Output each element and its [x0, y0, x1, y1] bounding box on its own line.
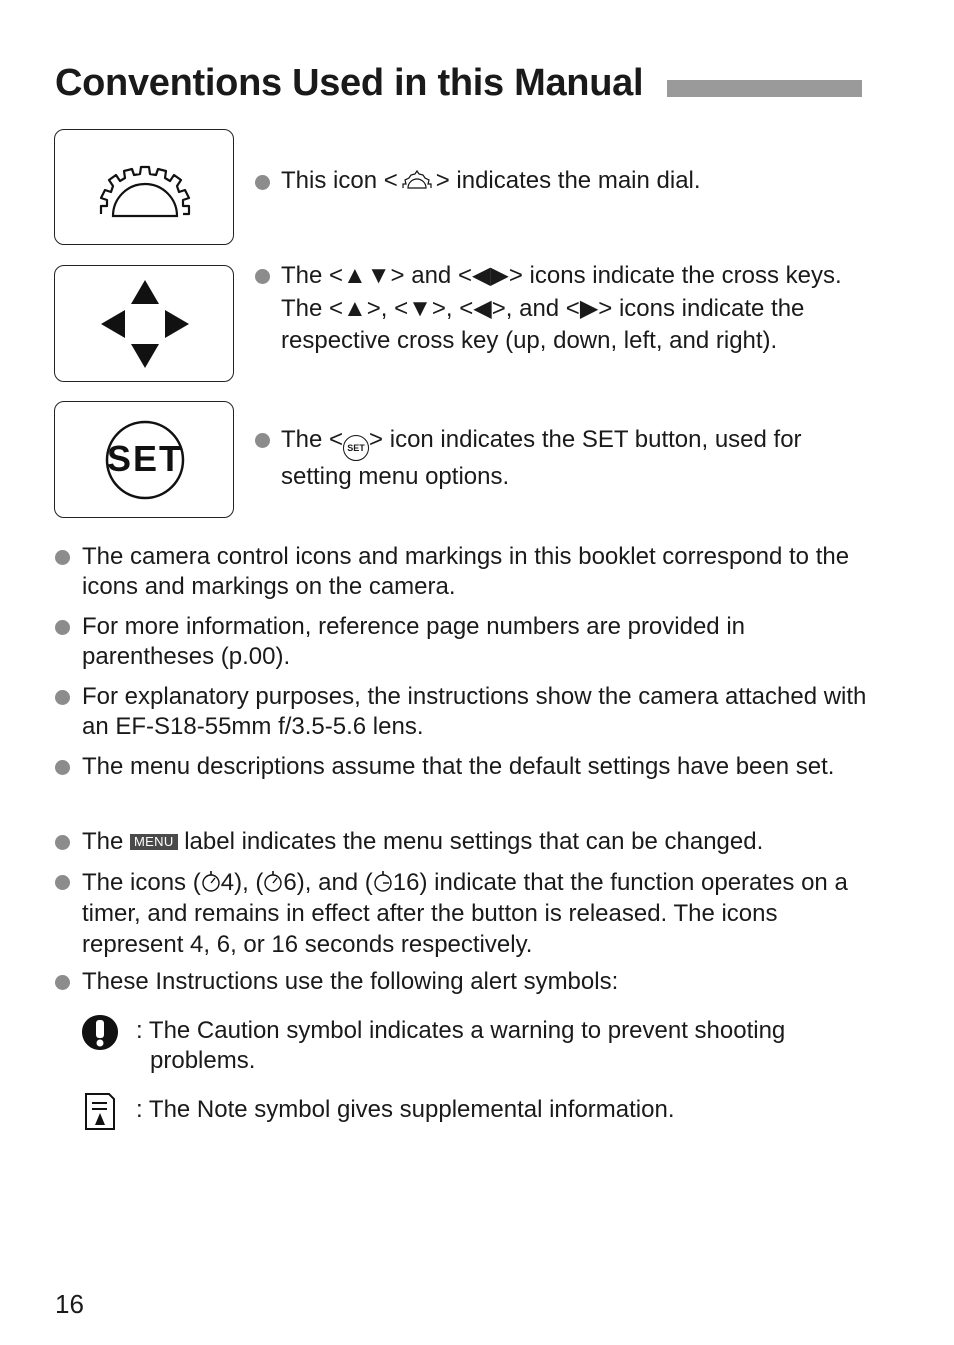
- timer-icon: [373, 869, 393, 893]
- list-item: For more information, reference page numbers are provided in parentheses (p.00).: [82, 613, 745, 670]
- timer-4-label: 4: [220, 869, 235, 896]
- timer-6-label: 6: [283, 869, 297, 896]
- alert-intro: These Instructions use the following alert symbols:: [82, 968, 619, 995]
- list-item: For explanatory purposes, the instructions show the camera attached with an EF-S18-55mm f/3.5-5.6 lens.: [82, 683, 867, 740]
- main-dial-text-start: This icon <: [281, 167, 398, 194]
- cross-keys-description: The <▲▼> and <◀▶> icons indicate the cross keys. The <▲>, <▼>, <◀>, and <▶> icons indicate the respective cross key (up, down, left, and right).: [281, 262, 842, 354]
- timer-text-4: ) indicate that the function operates on a timer, and remains in effect after the button is released. The icons represent 4, 6, or 16 seconds respectively.: [82, 869, 848, 958]
- timer-icon: [201, 869, 221, 893]
- bullet-dot: [255, 175, 270, 190]
- note-icon: [83, 1091, 117, 1133]
- page-number: 16: [55, 1289, 84, 1319]
- timer-text-2: ), (: [234, 869, 264, 896]
- title-rule: [667, 80, 862, 97]
- timer-list-item: [82, 867, 882, 960]
- timer-icon: [263, 869, 283, 893]
- bullet-dot: [255, 433, 270, 448]
- set-text-start: The <: [281, 426, 344, 453]
- caution-text: : The Caution symbol indicates a warning to prevent shooting problems.: [136, 1017, 786, 1074]
- set-button-box: [54, 401, 234, 518]
- cross-keys-icon: [55, 266, 235, 383]
- main-dial-icon: [55, 130, 235, 246]
- caution-icon: [80, 1013, 120, 1053]
- bullet-dot: [55, 550, 70, 565]
- menu-list-item: [82, 827, 882, 857]
- bullet-dot: [255, 269, 270, 284]
- list-item: The menu descriptions assume that the default settings have been set.: [82, 753, 835, 780]
- list-item: The camera control icons and markings in this booklet correspond to the icons and markings on the camera.: [82, 543, 850, 600]
- set-circle-label: SET: [347, 443, 365, 453]
- set-button-label: SET: [106, 438, 183, 479]
- cross-keys-box: [54, 265, 234, 382]
- set-circle-icon: [343, 435, 369, 461]
- bullet-dot: [55, 620, 70, 635]
- set-button-description: [281, 424, 861, 494]
- main-dial-text-end: > indicates the main dial.: [435, 167, 701, 194]
- timer-text-1: The icons (: [82, 869, 201, 896]
- bullet-dot: [55, 690, 70, 705]
- main-dial-description: [281, 165, 881, 198]
- menu-text-start: The: [82, 828, 124, 855]
- menu-label-chip: MENU: [130, 834, 177, 850]
- caution-description: [136, 1016, 856, 1076]
- main-dial-icon: [398, 167, 436, 191]
- timer-16-label: 16: [392, 869, 420, 896]
- menu-text-end: label indicates the menu settings that can be changed.: [184, 828, 764, 855]
- main-dial-box: [54, 129, 234, 245]
- page-title: Conventions Used in this Manual: [55, 62, 644, 104]
- set-text-end: > icon indicates the SET button, used for setting menu options.: [281, 426, 802, 490]
- bullet-dot: [55, 975, 70, 990]
- note-description: : The Note symbol gives supplemental information.: [136, 1096, 675, 1123]
- timer-text-3: ), and (: [296, 869, 373, 896]
- bullet-dot: [55, 875, 70, 890]
- bullet-dot: [55, 760, 70, 775]
- bullet-dot: [55, 835, 70, 850]
